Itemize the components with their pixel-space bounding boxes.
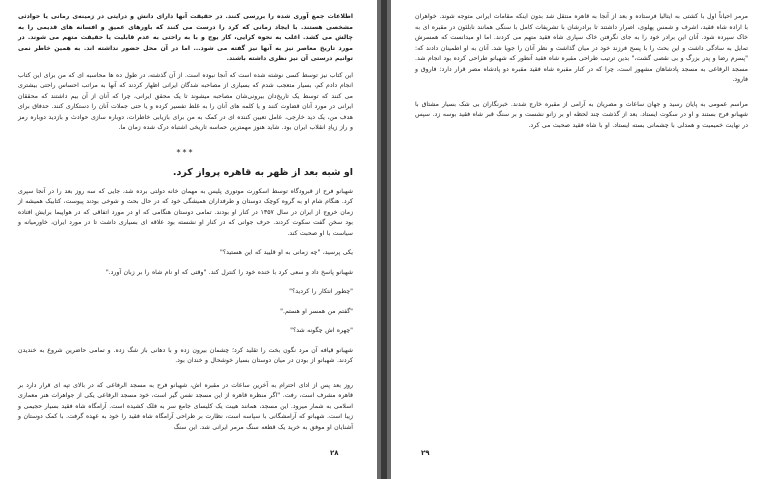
section-separator: *** bbox=[176, 147, 195, 157]
intro-paragraph-bold: اطلاعات جمع آوری شده را بررسی کنند. در حقیقت آنها دارای دانش و درایتی در زمینه‌ی رمانی یا حوادثی مشخصی هستند. با ایجاد زمانی که کرد را درست می کنند که باورهای عمیق و افسانه های قدیمی را به چالش می کشد. اغلب به نحوه کرایی، کار یوج و با به راحتی به عدم قابلیت یا حقیقت متهم می شوند. در مورد تاریخ معاصر نیز به آنها نیز گفته می شود... اما در آن محل حضور نداشته اند. به همین خاطر نمی توانیم درستی آن نیز نظری داشته باشند. bbox=[18, 13, 353, 62]
dialog-line: "گفتم من همسر او هستم." bbox=[280, 307, 353, 315]
gutter-shadow bbox=[381, 0, 387, 479]
body-paragraph: مرمر احیاناً اول با کشتی به ایتالیا فرستاده و بعد از آنجا به قاهره منتقل شد بدون اینکه مقامات ایرانی متوجه شوند. خواهران با اراده شاه فقید، اشرف و شمس پهلوی، اصرار داشتند تا برادرشان با تشریفات کامل با سنگی همانند نابلئون در مقبره ای به خاک سپرده شود. آنان این برادر خود را به جای نگرفتن خاک سپاری شاه فقید متهم می کردند. اما او میدانست که همسرش تمایل به سادگی داشت و این بحث را با پسح فرزند خود در میان گذاشت و نظر آنان را جویا شد. آنان به او اطمینان دادند که: "پسرم رضا و پدر بزرگ و بی نقصی گشت،" بدین ترتیب طراحی مقبره شاه فقید آنطور که شهبانو طراحی کرده بود انجام شد. مسجد الرفاعی به مسجد پادشاهان مشهور است، چرا که در کنار مقبره شاه فقید مقبره دو پادشاه مصر قرار دارد: فاروق و فارود. bbox=[415, 13, 748, 83]
body-paragraph: روز بعد پس از ادای احترام به آخرین ساعات در مقبره اش، شهبانو فرح به مسجد الرفاعی که در بالای تپه ای قرار دارد بر قاهره مشرف است، رفت. "اگر منظره قاهره از این مسجد نفس گیر است، خود مسجد الرفاعی یکی از جواهرات هنر معماری اسلامی به شمار میرود. این مسجد، همانند هیبت یک کلیسای جامع سر به فلک کشیده است. آرامگاه شاه فقید بسیار حجیمی و زیبا است. شهبانو که آرامشگانی با سپاسه است، نظارت بر طراحی آرامگاه شاه فقید را خود به عهده گرفت. با کمک دوستان و آشنایان او موفق به خرید یک قطعه سنگ مرمر ایرانی شد. این سنگ bbox=[18, 381, 353, 431]
dialog-line: شهبانو پاسخ داد و سعی کرد با خنده خود را کنترل کند. "وقتی که او نام شاه را بر زبان آورد." bbox=[105, 268, 353, 276]
page-number: ۲۹ bbox=[421, 449, 430, 457]
intro-paragraph: این کتاب نیز توسط کسی نوشته شده است که آنجا نبوده است. از آن گذشته، در طول ده ها محاسبه ای که من برای این کتاب انجام دادم کم، بسیار متعجب شدم که بسیاری از مصاحبه شدگان ایرانی اظهار کردند که آنها به مراتب احساس راحتی بیشتری می کنند که توسط یک تاریخ‌دان بیرونی‌شان مصاحبه میشوند تا یک محقق ایرانی، چرا که آنان از آن بیم داشتند که محققان ایرانی در مورد آنان قضاوت کنند و یا کلمه های آنان را به غلط تفسیر کرده و یا حتی جملات آنان را دستکاری کنند. حدفاق برای هدف من، یک دید خارجی، عامل تعیین کننده ای در کمک به من برای بازیابی خاطرات، دوباره سازی حوادث و بازدید دوباره رمز و راز زیادِ انقلاب ایران بود. شاید هنوز مهمترین حماسه تاریخی اشتباه درک شده زمان ما. bbox=[18, 71, 353, 131]
left-page bbox=[0, 0, 377, 479]
book-gutter bbox=[377, 0, 391, 479]
dialog-line: "چطور انتکار را کردید؟" bbox=[289, 288, 353, 295]
body-paragraph: مراسم عمومی به پایان رسید و جهان ساعات و مصریان به آرامی از مقبره خارج شدند. خبرنگاران بی شک بسیار مشتاق با شهبانو فرح بستند و او در سکوت ایستاد. بعد از گذشت چند لحظه او بر زانو نشست و بر سنگ قبر شاه فقید بوسه زد. سپس در نهایت خمیمیت و همدلی با چشمانی بسته ایستاد. او با شاه فقید صحبت می کرد. bbox=[415, 100, 748, 129]
body-paragraph: شهبانو قیافه آن مرد نگون بخت را تقلید کرد؛ چشمان بیرون زده و با دهانی باز شگ زده. و تمامی حاضرین شروع به خندیدن کردند. شهبانو از بودن در میان دوستان بسیار خوشحال و خندان بود. bbox=[18, 346, 353, 364]
body-paragraph: شهبانو فرح از قبرودگاه توسط اسکورت موتوری پلیس به مهمان خانه دولتی برده شد، جایی که سه روز بعد را در آنجا سپری کرد. هنگام شام او به گروه کوچک دوستان و طرفداران همیشگی خود که در حال بحث و شوخی بودند پیوست، کتابیک همیشه از زمان خروج از ایران در سال ۱۳۵۷ در کنار او بودند. تمامی دوستان هنگامی که او در مورد اتفاقی که در هواپیما برایش افتاده بود سخن گفت سکوت کردند. حرف جوانی که در کنار او نشسته بود علاقه ای بسیاری داشت تا در مورد ایران، خاورمیانه و سیاست با او صحبت کند. bbox=[18, 187, 353, 237]
right-page bbox=[391, 0, 768, 479]
page-number: ۲۸ bbox=[330, 449, 339, 457]
dialog-line: یکی پرسید، "چه زمانی به او قلیید که این هستید؟" bbox=[219, 249, 353, 256]
section-heading: او شبه بعد از ظهر به قاهره پرواز کرد. bbox=[172, 166, 353, 178]
dialog-line: "چهره اش چگونه شد؟" bbox=[290, 327, 353, 334]
